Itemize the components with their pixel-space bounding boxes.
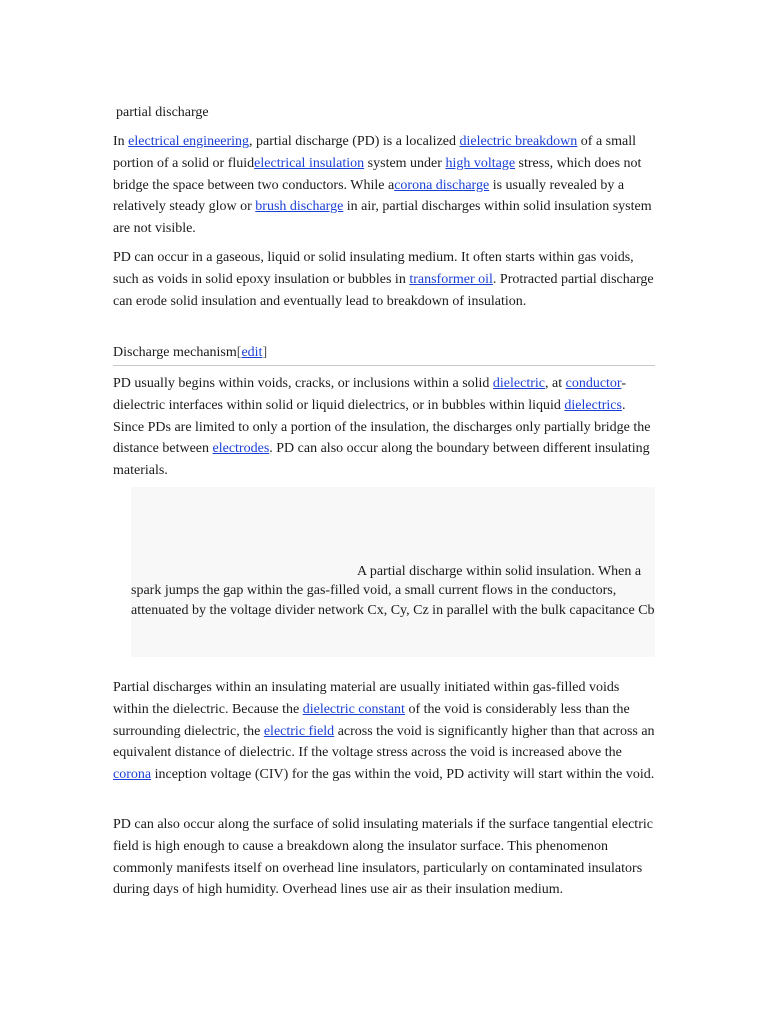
figure-caption: A partial discharge within solid insulation. When a spark jumps the gap within the gas-filled void, a small current flows in the conductors, attenuated by the voltage divider network Cx, Cy, Cz in parallel with the bulk capacitance Cb <box>131 564 655 618</box>
section-heading-discharge-mechanism: Discharge mechanism[edit] <box>113 343 655 366</box>
link-dielectrics[interactable]: dielectrics <box>564 397 622 413</box>
link-dielectric-breakdown[interactable]: dielectric breakdown <box>459 134 578 149</box>
link-conductor[interactable]: conductor <box>565 376 622 391</box>
media-paragraph: PD can occur in a gaseous, liquid or solid insulating medium. It often starts within gas voids, such as voids in solid epoxy insulation or bubbles in transformer oil. Protracted partial discharge can erode solid insulation and eventually lead to breakdown of insulation. <box>113 250 654 309</box>
link-corona[interactable]: corona <box>113 767 152 783</box>
voids-paragraph: Partial discharges within an insulating material are usually initiated within gas-filled voids within the dielectric. Because the dielectric constant of the void is considerably less than the surrounding dielectric, the electric field across the void is significantly higher than that across an equivalent distance of dielectric. If the voltage stress across the void is increased above the corona inception voltage (CIV) for the gas within the void, PD activity will start within the void. <box>113 680 655 783</box>
link-electrical-engineering[interactable]: electrical engineering <box>128 134 250 149</box>
page-title: partial discharge <box>116 105 209 120</box>
mechanism-paragraph: PD usually begins within voids, cracks, or inclusions within a solid dielectric, at conductor-dielectric interfaces within solid or liquid dielectrics, or in bubbles within liquid dielectrics. Since PDs are limited to only a portion of the insulation, the discharges only partially bridge the distance between electrodes. PD can also occur along the boundary between different insulating materials. <box>113 376 651 479</box>
link-corona-discharge[interactable]: corona discharge <box>394 177 490 193</box>
intro-paragraph: In electrical engineering, partial discharge (PD) is a localized dielectric breakdown of a small portion of a solid or fluidelectrical insulation system under high voltage stress, which does not bridge the space between two conductors. While acorona discharge is usually revealed by a relatively steady glow or brush discharge in air, partial discharges within solid insulation system are not visible. <box>113 134 652 237</box>
link-brush-discharge[interactable]: brush discharge <box>255 199 344 215</box>
link-electrodes[interactable]: electrodes <box>212 441 270 457</box>
edit-link[interactable]: edit <box>241 345 263 360</box>
link-dielectric-constant[interactable]: dielectric constant <box>302 701 405 717</box>
link-transformer-oil[interactable]: transformer oil <box>409 271 493 287</box>
link-dielectric[interactable]: dielectric <box>492 376 545 391</box>
surface-paragraph: PD can also occur along the surface of solid insulating materials if the surface tangential electric field is high enough to cause a breakdown along the insulator surface. This phenomenon commonly manifests itself on overhead line insulators, particularly on contaminated insulators during days of high humidity. Overhead lines use air as their insulation medium. <box>113 817 653 898</box>
link-electric-field[interactable]: electric field <box>263 723 335 739</box>
link-high-voltage[interactable]: high voltage <box>445 155 516 171</box>
link-electrical-insulation[interactable]: electrical insulation <box>254 155 365 171</box>
